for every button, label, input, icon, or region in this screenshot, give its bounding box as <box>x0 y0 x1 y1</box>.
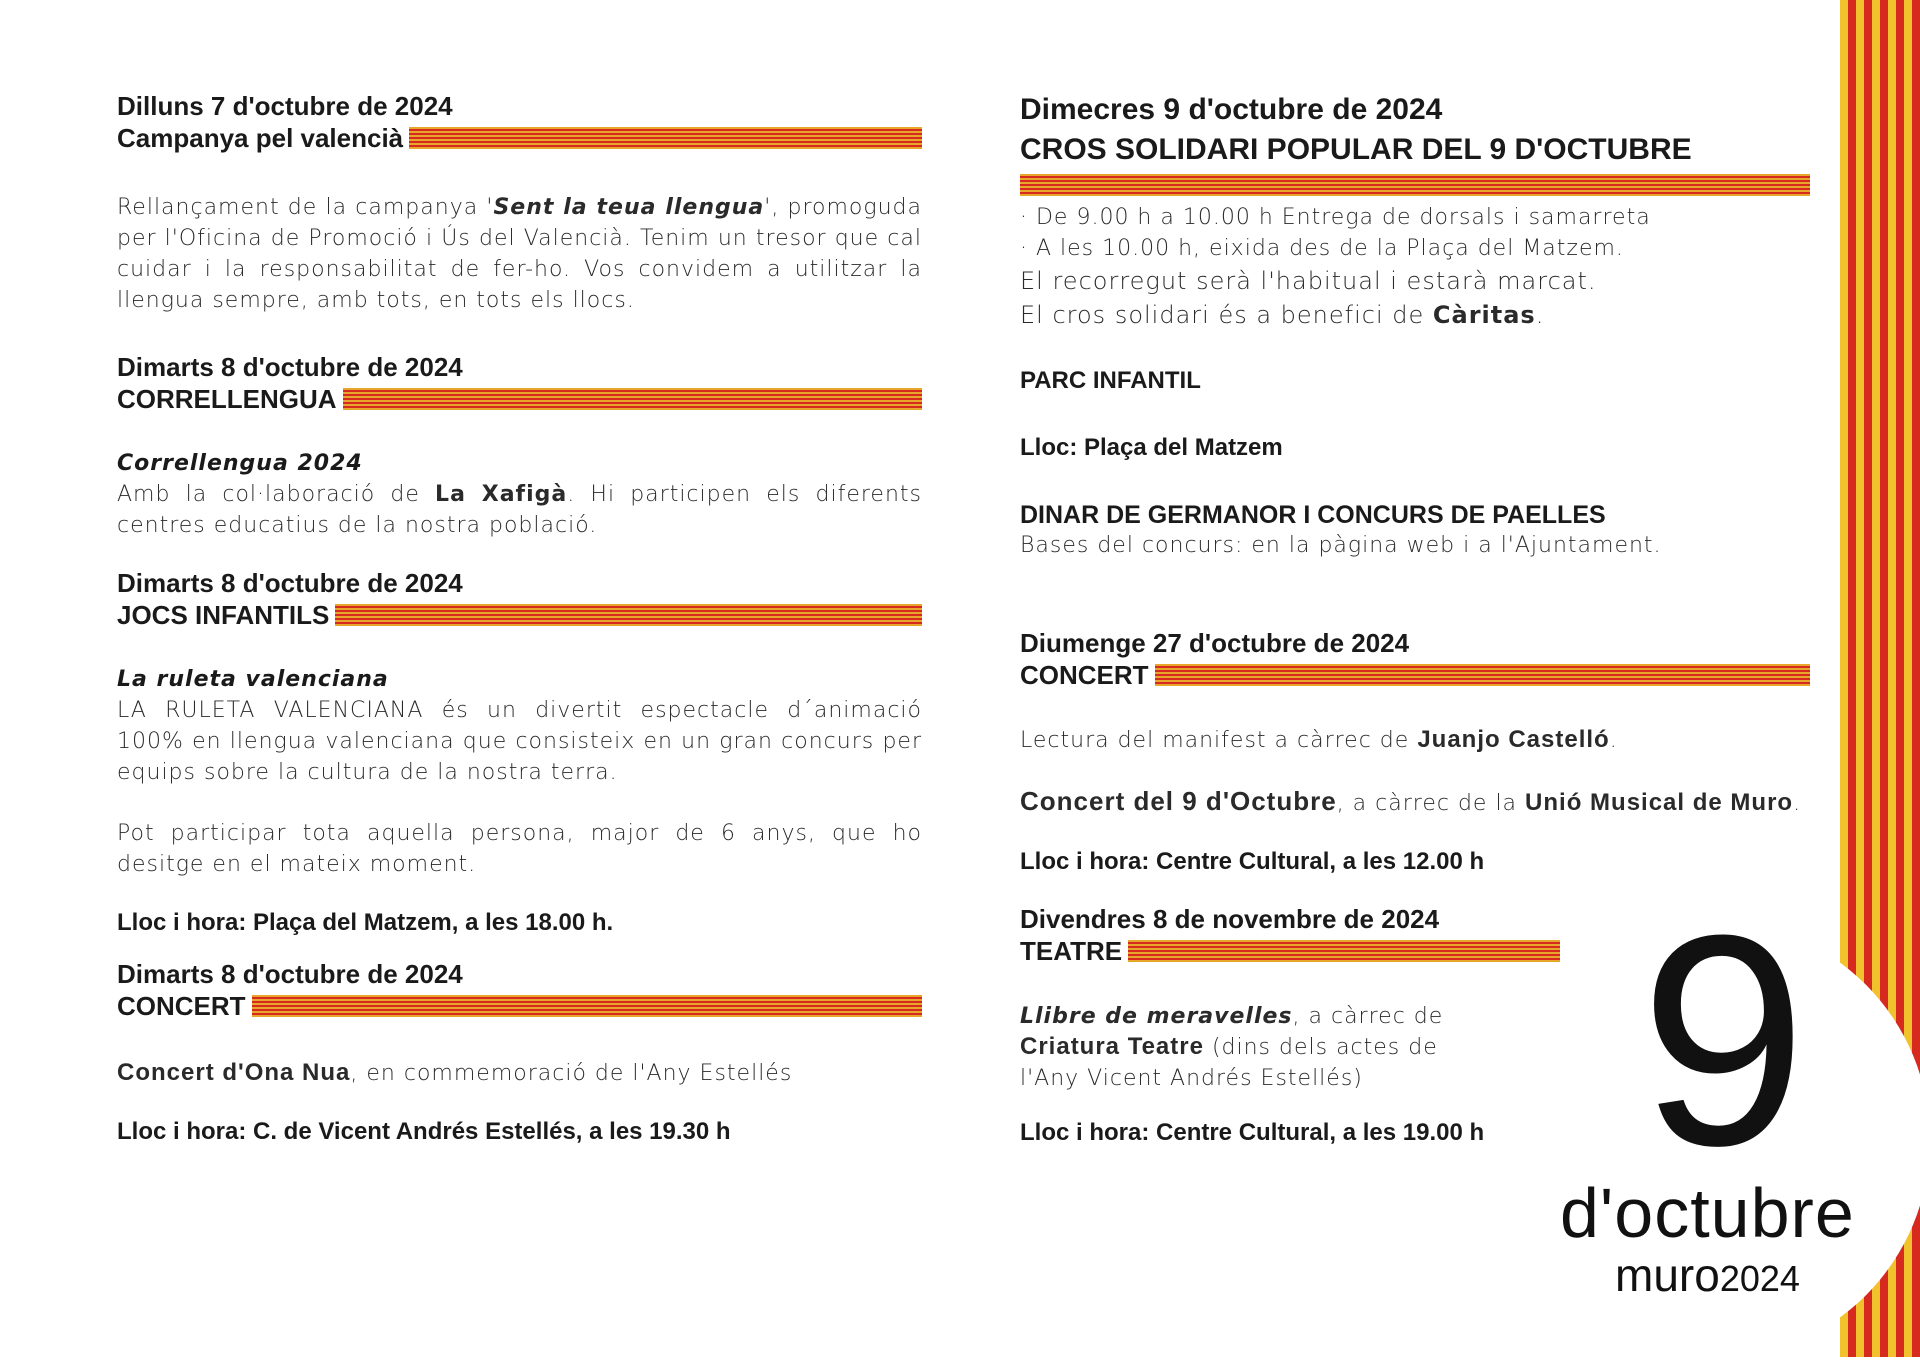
logo-town-year <box>1615 1250 1800 1304</box>
section-title-row <box>1020 130 1820 170</box>
section-description <box>117 192 922 316</box>
text-part: . Hi participen els diferents centres educatius de la nostra població. <box>117 482 922 538</box>
dinar-heading: DINAR DE GERMANOR I CONCURS DE PAELLES <box>1020 501 1606 529</box>
section-title: CONCERT <box>117 991 246 1021</box>
place-time: Lloc i hora: Plaça del Matzem, a les 18.00 h. <box>117 909 614 936</box>
section-title: CROS SOLIDARI POPULAR DEL 9 D'OCTUBRE <box>1020 133 1692 166</box>
concert-name: Concert d'Ona Nua <box>117 1059 351 1086</box>
concert-line <box>1020 786 1820 819</box>
text-part: El cros solidari és a benefici de <box>1020 301 1433 329</box>
charity-note <box>1020 298 1820 332</box>
section-subtitle: La ruleta valenciana <box>117 667 389 692</box>
concert-name: Concert del 9 d'Octubre <box>1020 786 1337 816</box>
section-date: Dilluns 7 d'octubre de 2024 <box>117 91 453 121</box>
section-description <box>117 1058 922 1089</box>
place-time: Lloc i hora: C. de Vicent Andrés Estellés, a les 19.30 h <box>117 1118 731 1145</box>
section-title: TEATRE <box>1020 936 1123 966</box>
logo-number: 9 <box>1640 872 1807 1208</box>
text-part: , en commemoració de l'Any Estellés <box>350 1061 793 1086</box>
text-part: . <box>1793 791 1802 816</box>
senyera-stripes <box>343 388 922 410</box>
section-cros <box>1020 90 1820 561</box>
section-title: Campanya pel valencià <box>117 123 404 153</box>
senyera-stripes <box>1020 174 1810 196</box>
play-title: Llibre de meravelles <box>1020 1004 1293 1029</box>
section-title-row <box>117 383 922 415</box>
text-part: . <box>1535 301 1545 329</box>
estelles-line: l'Any Vicent Andrés Estellés) <box>1020 1066 1363 1091</box>
route-note: El recorregut serà l'habitual i estarà marcat. <box>1020 267 1597 295</box>
reader-name: Juanjo Castelló <box>1417 726 1610 753</box>
charity-name: Càritas <box>1432 301 1536 329</box>
section-title-row <box>117 990 922 1022</box>
section-title: CONCERT <box>1020 660 1149 690</box>
section-date: Dimarts 8 d'octubre de 2024 <box>117 352 463 382</box>
section-date: Dimarts 8 d'octubre de 2024 <box>117 959 463 989</box>
section-title: JOCS INFANTILS <box>117 600 330 630</box>
text-part: Rellançament de la campanya ' <box>117 195 494 220</box>
section-concert-left <box>117 958 922 1147</box>
text-part: , a càrrec de <box>1292 1004 1444 1029</box>
section-title-row <box>117 599 922 631</box>
section-description: LA RULETA VALENCIANA és un divertit espectacle d´animació 100% en llengua valenciana que consisteix en un gran concurs per equips sobre la cultura de la nostra terra. <box>117 698 922 785</box>
company-name: Criatura Teatre <box>1020 1033 1204 1060</box>
text-part: Amb la col·laboració de <box>117 482 436 507</box>
logo-year: 2024 <box>1719 1258 1800 1299</box>
section-jocs <box>117 567 922 938</box>
text-part: , a càrrec de la <box>1336 791 1526 816</box>
section-subtitle: Correllengua 2024 <box>117 451 363 476</box>
section-date: Dimecres 9 d'octubre de 2024 <box>1020 93 1443 126</box>
schedule-line: · A les 10.00 h, eixida des de la Plaça del Matzem. <box>1020 236 1624 261</box>
left-column <box>117 90 922 1147</box>
section-date: Diumenge 27 d'octubre de 2024 <box>1020 628 1410 658</box>
campaign-name: Sent la teua llengua <box>493 195 765 220</box>
section-concert-right <box>1020 627 1820 877</box>
senyera-stripes <box>252 995 922 1017</box>
text-part: Lectura del manifest a càrrec de <box>1020 728 1418 753</box>
section-date: Dimarts 8 d'octubre de 2024 <box>117 568 463 598</box>
text-part: ', promoguda per l'Oficina de Promoció i Ús del Valencià. Tenim un tresor que cal cuidar i la responsabilitat de fer-ho. Vos convidem a utilitzar la llengua sempre, amb tots, en tots els llocs. <box>117 195 922 313</box>
parc-infantil-heading: PARC INFANTIL <box>1020 367 1201 394</box>
senyera-stripes <box>1128 940 1560 962</box>
section-title-row <box>1020 659 1810 691</box>
place-time: Lloc i hora: Centre Cultural, a les 12.00 h <box>1020 848 1485 875</box>
section-title: CORRELLENGUA <box>117 384 337 414</box>
section-correllengua <box>117 351 922 541</box>
senyera-stripes <box>335 604 922 626</box>
schedule-line: · De 9.00 h a 10.00 h Entrega de dorsals i samarreta <box>1020 205 1651 230</box>
logo-word: d'octubre <box>1560 1174 1855 1252</box>
collaborator-name: La Xafigà <box>435 482 568 507</box>
section-title-row <box>117 122 922 154</box>
senyera-stripes <box>409 127 922 149</box>
bases-note: Bases del concurs: en la pàgina web i a l'Ajuntament. <box>1020 533 1662 558</box>
logo-town: muro <box>1615 1249 1720 1301</box>
band-name: Unió Musical de Muro <box>1525 789 1794 816</box>
section-date: Divendres 8 de novembre de 2024 <box>1020 904 1440 934</box>
section-note: Pot participar tota aquella persona, major de 6 anys, que ho desitge en el mateix moment. <box>117 821 922 877</box>
senyera-stripes <box>1155 664 1810 686</box>
text-part: . <box>1609 728 1618 753</box>
place: Lloc: Plaça del Matzem <box>1020 434 1283 461</box>
manifest-line <box>1020 725 1820 756</box>
place-time: Lloc i hora: Centre Cultural, a les 19.00 h <box>1020 1119 1485 1146</box>
section-campanya <box>117 90 922 316</box>
section-description <box>117 479 922 541</box>
text-part: (dins dels actes de <box>1203 1035 1438 1060</box>
section-title-row <box>1020 935 1560 967</box>
